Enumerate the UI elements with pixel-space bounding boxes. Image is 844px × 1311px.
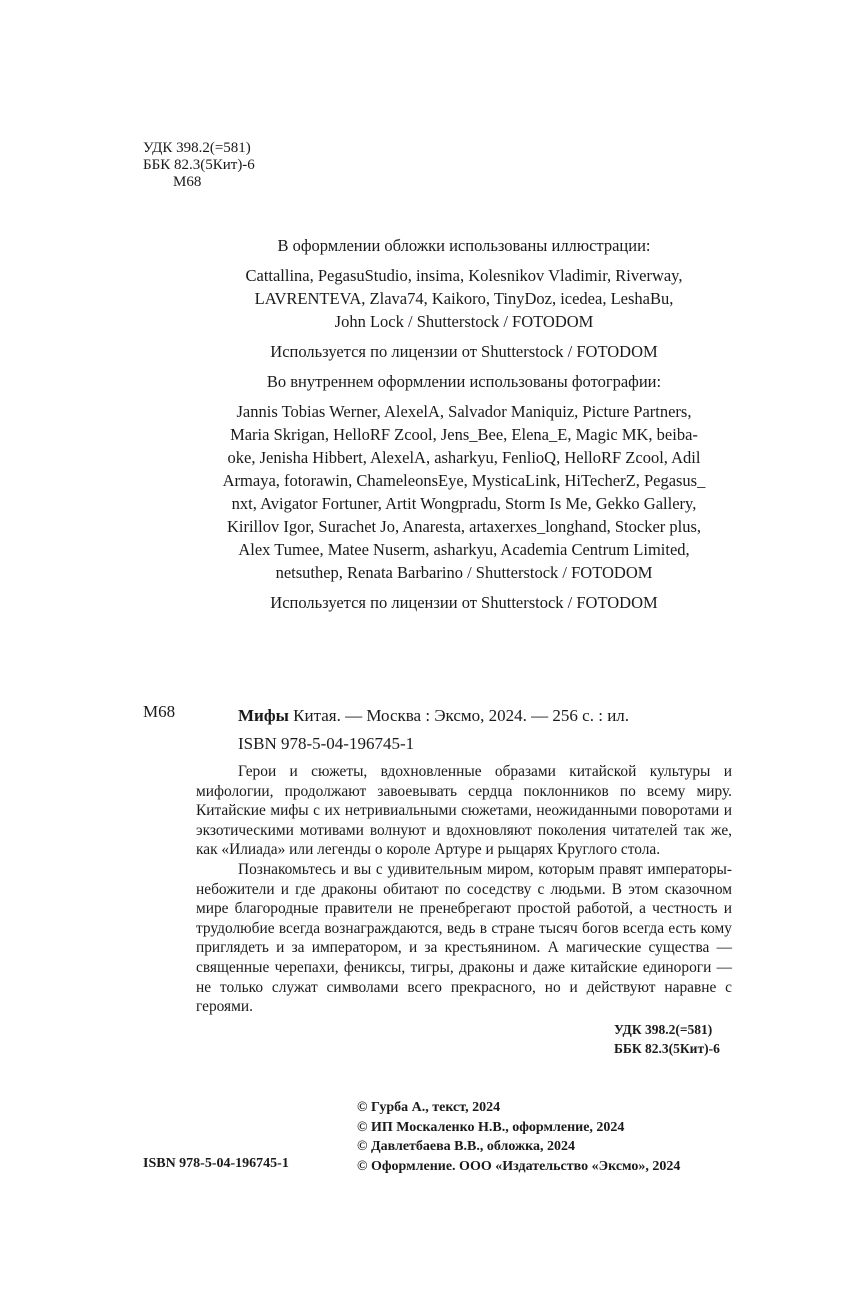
- illustration-credits: [180, 234, 748, 614]
- cover-credits-line: Cattallina, PegasuStudio, insima, Kolesnikov Vladimir, Riverway,: [245, 266, 683, 285]
- cover-credits-line: LAVRENTEVA, Zlava74, Kaikoro, TinyDoz, icedea, LeshaBu,: [254, 289, 674, 308]
- cover-credits-line: John Lock / Shutterstock / FOTODOM: [334, 312, 594, 331]
- udk-code-bottom: УДК 398.2(=581): [614, 1022, 713, 1037]
- interior-credits-heading: Во внутреннем оформлении использованы фотографии:: [266, 372, 662, 391]
- abstract-paragraph: Герои и сюжеты, вдохновленные образами китайской культуры и мифологии, продолжают завоевывать сердца поклонников по всему миру. Китайские мифы с их нетривиальными сюжетами, неожиданными поворотами и экзотическими мотивами волнуют и вдохновляют поколения читателей так же, как «Илиада» или легенды о короле Артуре и рыцарях Круглого стола.: [196, 763, 732, 859]
- bibliographic-title-line: [238, 702, 629, 730]
- bottom-classification: [614, 1020, 720, 1058]
- copyright-line: © ИП Москаленко Н.В., оформление, 2024: [357, 1119, 625, 1135]
- classification-block: [143, 140, 255, 191]
- author-sign: М68: [173, 174, 202, 190]
- interior-credits-line: Armaya, fotorawin, ChameleonsEye, MysticaLink, HiTecherZ, Pegasus_: [222, 471, 706, 490]
- abstract-paragraph: Познакомьтесь и вы с удивительным миром, которым правят императоры-небожители и где драконы обитают по соседству с людьми. В этом сказочном мире благородные правители не пренебрегают простой работой, а честность и трудолюбие всегда вознаграждаются, ведь в стране тысяч богов всегда есть кому приглядеть и за императором, и за крестьянином. А магические существа — священные черепахи, фениксы, тигры, драконы и даже китайские единороги — не только служат символами всего прекрасного, но и действуют наравне с героями.: [196, 860, 732, 1016]
- interior-credits-line: Alex Tumee, Matee Nuserm, asharkyu, Academia Centrum Limited,: [238, 540, 690, 559]
- interior-credits-line: nxt, Avigator Fortuner, Artit Wongpradu, Storm Is Me, Gekko Gallery,: [231, 494, 697, 513]
- interior-credits-line: oke, Jenisha Hibbert, AlexelA, asharkyu, FenlioQ, HelloRF Zcool, Adil: [227, 448, 701, 467]
- copyright-block: [357, 1098, 680, 1176]
- bibliographic-sign: М68: [143, 702, 176, 721]
- abstract: [196, 762, 732, 1017]
- interior-credits-line: netsuthep, Renata Barbarino / Shutterstock / FOTODOM: [275, 563, 653, 582]
- interior-credits-line: Maria Skrigan, HelloRF Zcool, Jens_Bee, Elena_E, Magic MK, beiba-: [230, 425, 698, 444]
- isbn: ISBN 978-5-04-196745-1: [238, 734, 415, 753]
- cover-credits-heading: В оформлении обложки использованы иллюстрации:: [277, 236, 651, 255]
- bibliographic-entry: [238, 702, 629, 758]
- book-title: Мифы: [238, 706, 289, 725]
- udk-code: УДК 398.2(=581): [143, 140, 251, 156]
- copyright-line: © Давлетбаева В.В., обложка, 2024: [357, 1139, 576, 1154]
- cover-license: Используется по лицензии от Shutterstock / FOTODOM: [270, 342, 658, 361]
- copyright-line: © Оформление. ООО «Издательство «Эксмо», 2024: [357, 1158, 681, 1174]
- interior-license: Используется по лицензии от Shutterstock / FOTODOM: [270, 593, 658, 612]
- interior-credits-line: Kirillov Igor, Surachet Jo, Anaresta, artaxerxes_longhand, Stocker plus,: [226, 517, 702, 536]
- isbn-bottom: ISBN 978-5-04-196745-1: [143, 1156, 289, 1171]
- bbk-code: ББК 82.3(5Кит)-6: [143, 157, 255, 173]
- imprint: Китая. — Москва : Эксмо, 2024. — 256 с. : ил.: [288, 706, 630, 725]
- bbk-code-bottom: ББК 82.3(5Кит)-6: [614, 1041, 720, 1056]
- copyright-line: © Гурба А., текст, 2024: [357, 1100, 501, 1115]
- interior-credits-line: Jannis Tobias Werner, AlexelA, Salvador Maniquiz, Picture Partners,: [236, 402, 692, 421]
